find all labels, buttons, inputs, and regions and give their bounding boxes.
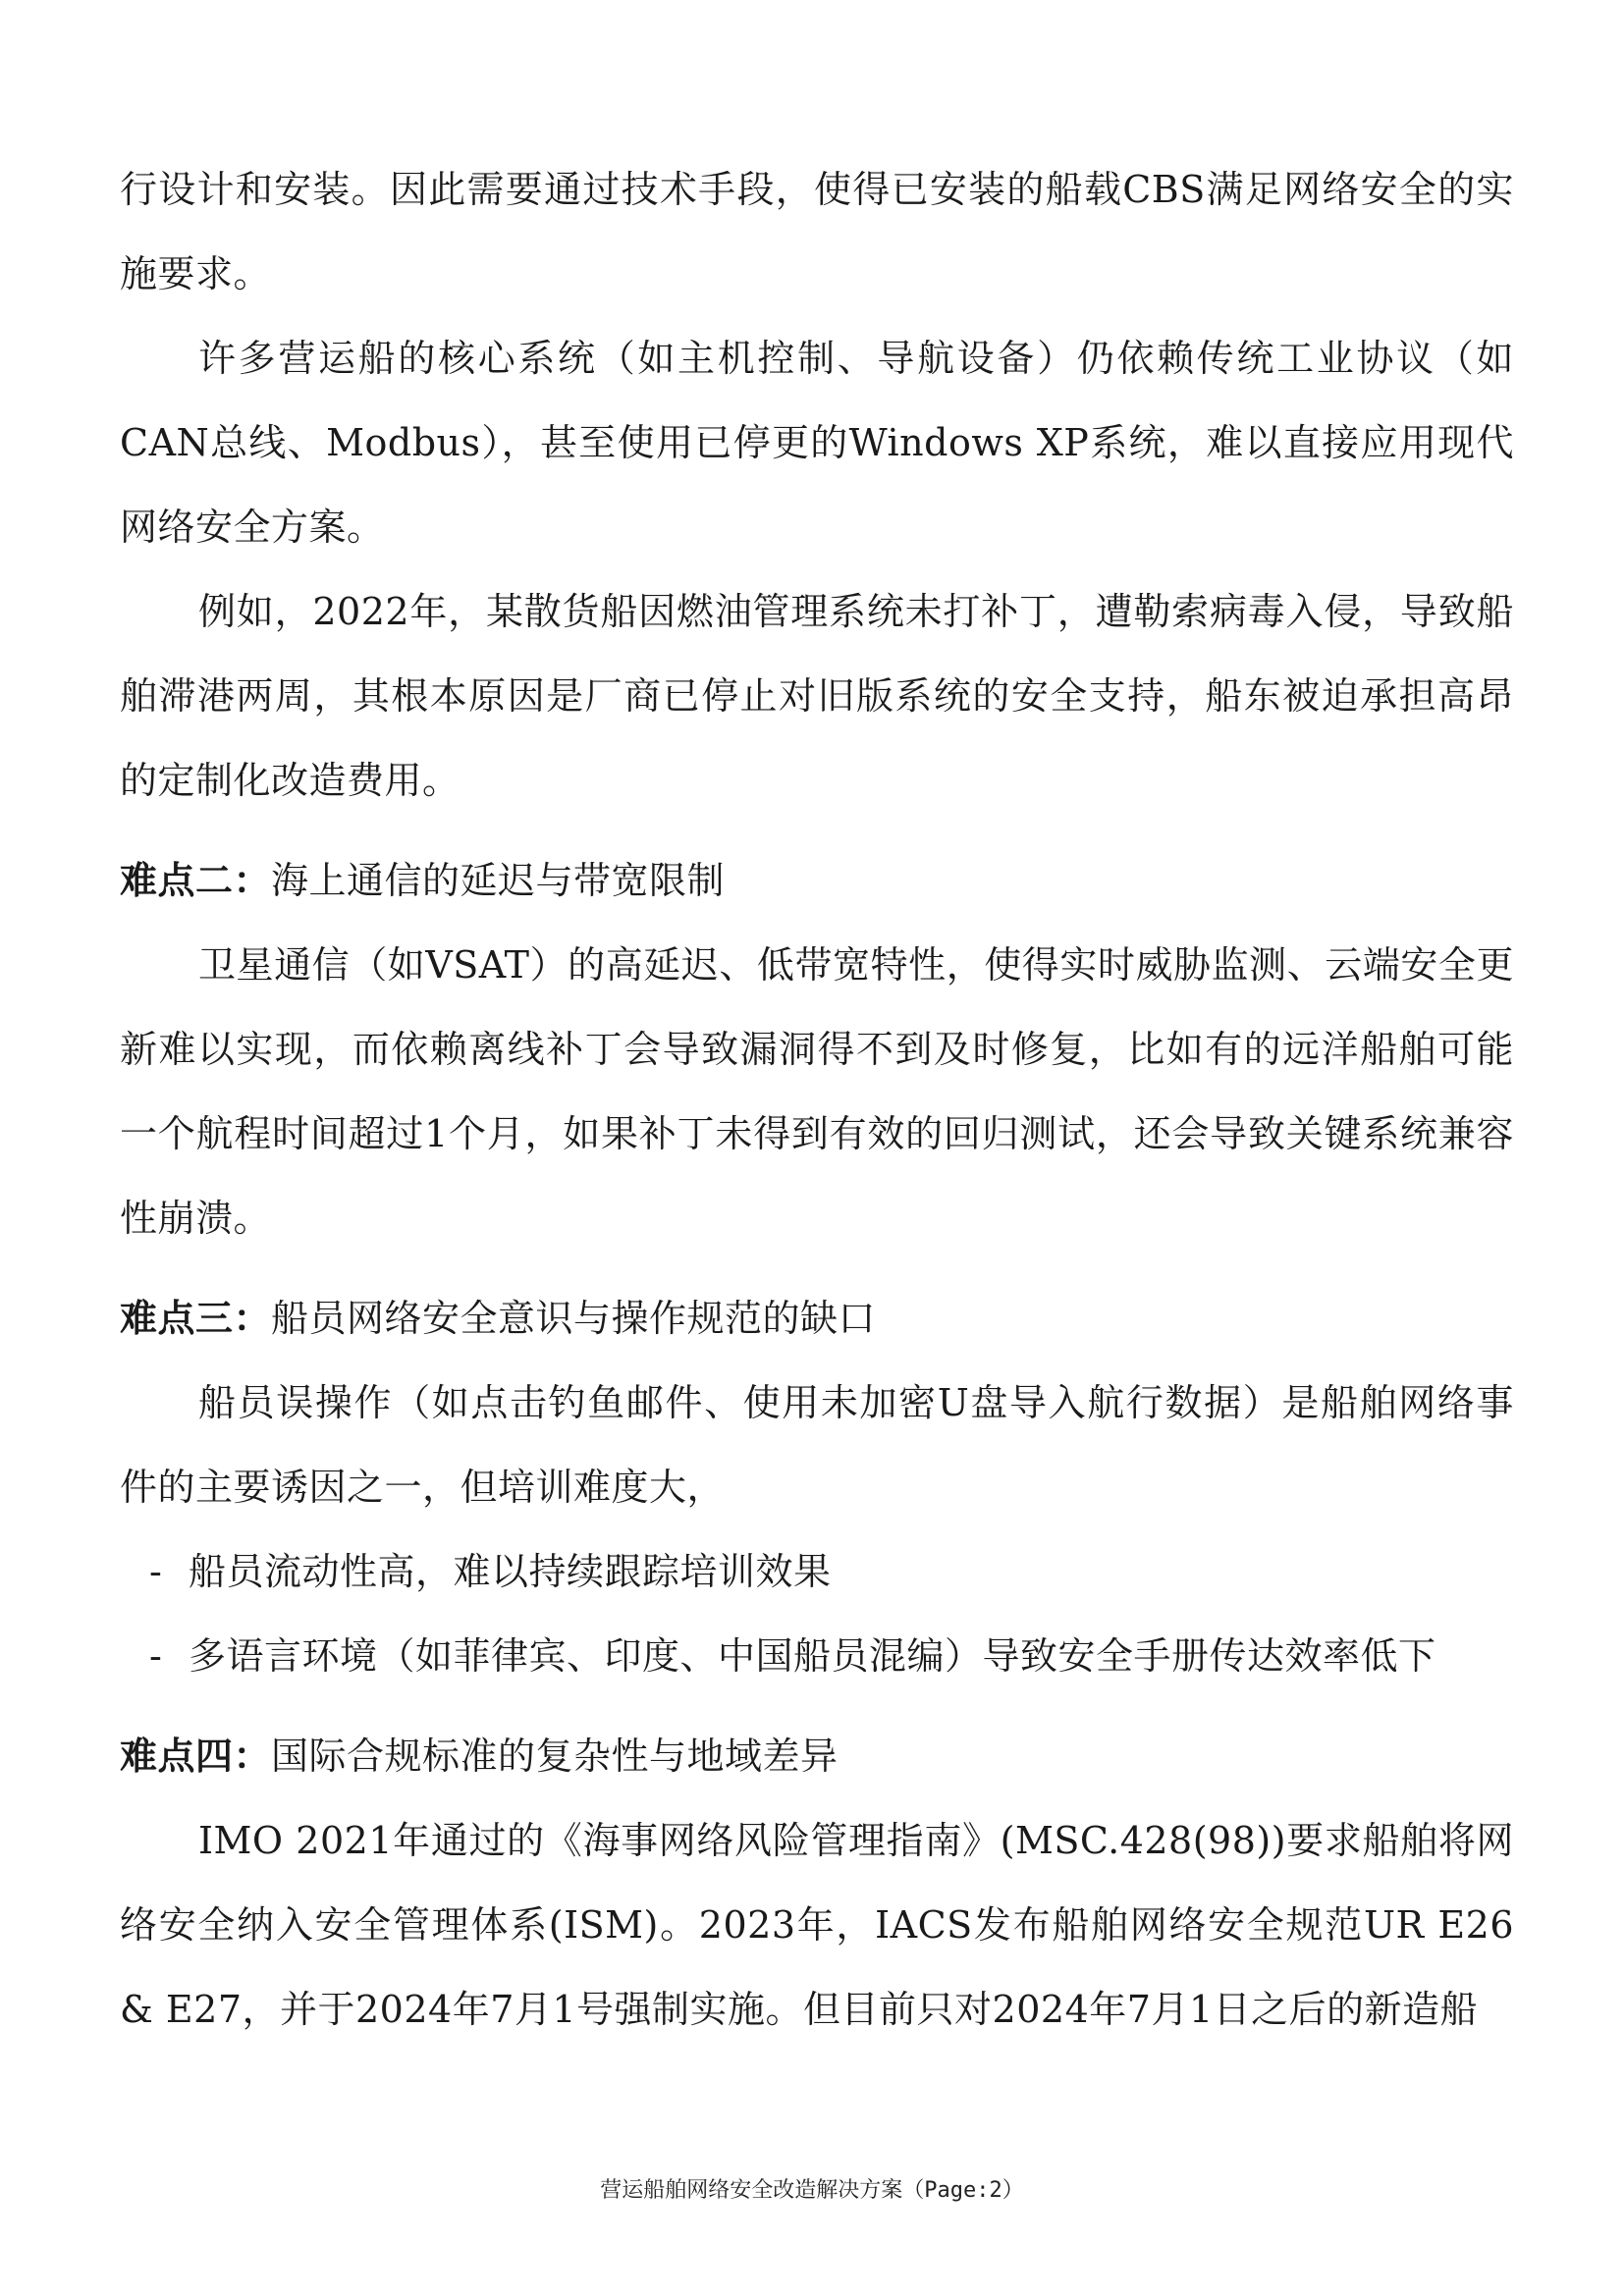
bullet-text: 多语言环境（如菲律宾、印度、中国船员混编）导致安全手册传达效率低下 [189, 1634, 1436, 1678]
section-label: 难点四： [120, 1735, 272, 1778]
page-footer: 营运船舶网络安全改造解决方案（Page:2） [600, 2178, 1024, 2203]
section-title: 海上通信的延迟与带宽限制 [271, 859, 726, 902]
paragraph: IMO 2021年通过的《海事网络风险管理指南》(MSC.428(98))要求船舶将网络安全纳入安全管理体系(ISM)。2023年，IACS发布船舶网络安全规范UR E26 & E27，并于2024年7月1号强制实施。但目前只对2024年7月1日之后的新造船 [120, 1819, 1514, 2031]
bullet-text: 船员流动性高，难以持续跟踪培训效果 [189, 1550, 832, 1593]
paragraph: 行设计和安装。因此需要通过技术手段，使得已安装的船载CBS满足网络安全的实施要求。 [120, 168, 1514, 295]
section-heading [120, 838, 1514, 923]
section-label: 难点二： [120, 859, 272, 902]
paragraph: 许多营运船的核心系统（如主机控制、导航设备）仍依赖传统工业协议（如CAN总线、Modbus），甚至使用已停更的Windows XP系统，难以直接应用现代网络安全方案。 [120, 337, 1514, 549]
section-label: 难点三： [120, 1297, 272, 1340]
paragraph: 例如，2022年，某散货船因燃油管理系统未打补丁，遭勒索病毒入侵，导致船舶滞港两周，其根本原因是厂商已停止对旧版系统的安全支持，船东被迫承担高昂的定制化改造费用。 [120, 590, 1514, 802]
bullet-dash: - [149, 1550, 163, 1593]
bullet-item [120, 1529, 1514, 1614]
document-body [120, 147, 1514, 2052]
bullet-item [120, 1614, 1514, 1698]
section-heading [120, 1714, 1514, 1798]
paragraph: 船员误操作（如点击钓鱼邮件、使用未加密U盘导入航行数据）是船舶网络事件的主要诱因之一，但培训难度大， [120, 1381, 1514, 1509]
section-title: 国际合规标准的复杂性与地域差异 [271, 1735, 839, 1778]
section-heading [120, 1276, 1514, 1361]
section-title: 船员网络安全意识与操作规范的缺口 [271, 1297, 877, 1340]
bullet-dash: - [149, 1634, 163, 1678]
paragraph: 卫星通信（如VSAT）的高延迟、低带宽特性，使得实时威胁监测、云端安全更新难以实现，而依赖离线补丁会导致漏洞得不到及时修复，比如有的远洋船舶可能一个航程时间超过1个月，如果补丁未得到有效的回归测试，还会导致关键系统兼容性崩溃。 [120, 943, 1514, 1240]
